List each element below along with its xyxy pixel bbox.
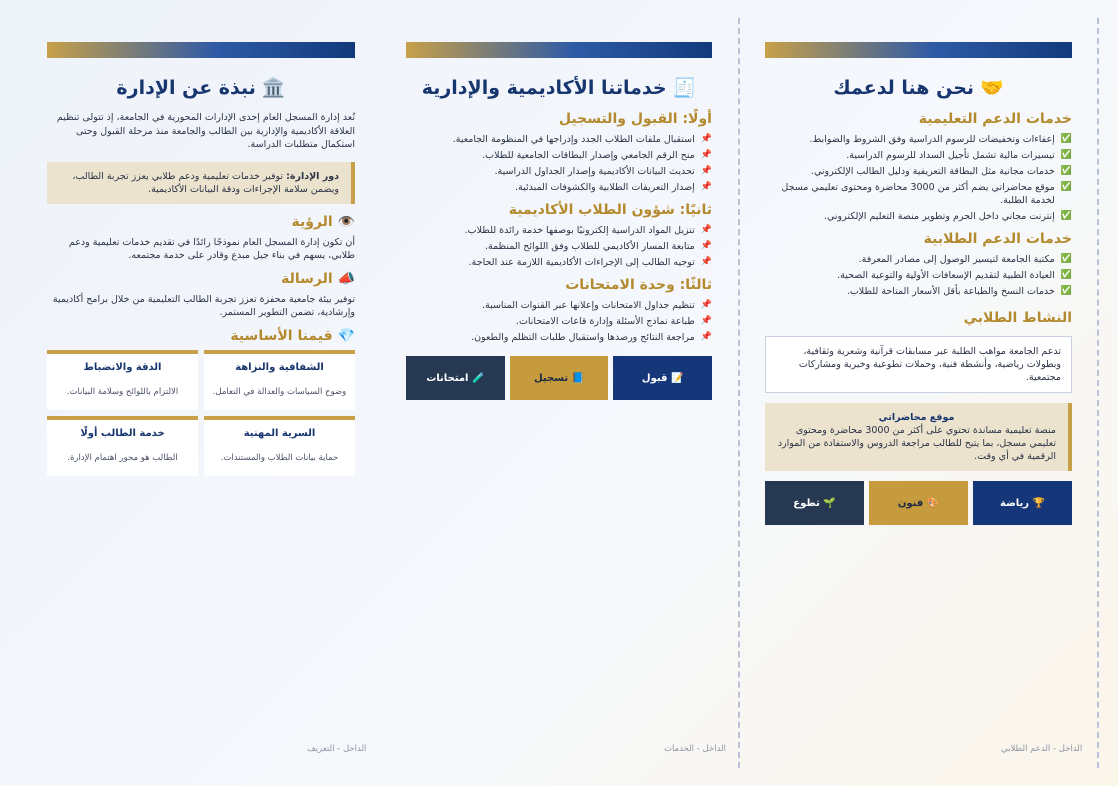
check-icon: ✅ xyxy=(1060,150,1072,160)
mission-text: توفير بيئة جامعية محفزة تعزز تجربة الطالب التعليمية من خلال برامج أكاديمية وإرشادية، تضمن التطوير المستمر. xyxy=(52,293,355,318)
list-item: 📌 إصدار التعريفات الطلابية والكشوفات المبدئية. xyxy=(515,182,712,193)
list-item: 📌 تنظيم جداول الامتحانات وإعلانها عبر القنوات المناسبة. xyxy=(481,300,712,311)
academic-affairs-list xyxy=(406,224,712,269)
pin-icon: 📌 xyxy=(700,332,712,342)
list-item: 📌 مراجعة النتائج ورصدها واستقبال طلبات التظلم والطعون. xyxy=(471,332,712,343)
building-icon: 🏛️ xyxy=(261,77,286,99)
panel-footer: الداخل - الدعم الطلابي xyxy=(1001,744,1083,754)
service-tiles xyxy=(406,356,712,400)
receipt-icon: 🧾 xyxy=(672,77,697,99)
list-item: ✅ خدمات النسخ والطباعة بأقل الأسعار المتاحة للطلاب. xyxy=(846,286,1072,297)
edu-services-list xyxy=(765,133,1072,223)
list-item: 📌 استقبال ملفات الطلاب الجدد وإدراجها في المنظومة الجامعية. xyxy=(452,134,712,145)
check-icon: ✅ xyxy=(1060,286,1072,296)
list-item: ✅ العيادة الطبية لتقديم الإسعافات الأولية والتوعية الصحية. xyxy=(837,270,1072,281)
site-highlight-box xyxy=(765,403,1072,471)
box-text: منصة تعليمية مساندة تحتوي على أكثر من 3000 محاضرة ومحتوى تعليمي مسجل، بما يتيح للطالب مراجعة الدروس والاستفادة من الموارد الرقمية في أي وقت. xyxy=(777,425,1056,462)
tile-registration: 📘 تسجيل xyxy=(510,356,609,400)
tile-volunteer: 🌱 تطوع xyxy=(765,481,864,525)
pin-icon: 📌 xyxy=(700,300,712,310)
gem-icon: 💎 xyxy=(337,327,355,344)
panel-title: 🤝نحن هنا لدعمك xyxy=(833,77,1004,99)
panel-header-bar xyxy=(47,42,355,58)
panel-header-bar xyxy=(765,42,1072,58)
pin-icon: 📌 xyxy=(700,150,712,160)
panel-about xyxy=(47,42,355,476)
section-heading: 💎 قيمنا الأساسية xyxy=(230,327,355,344)
list-item: 📌 منح الرقم الجامعي وإصدار البطاقات الجامعية للطلاب. xyxy=(482,150,712,161)
list-item: 📌 توجيه الطالب إلى الإجراءات الأكاديمية اللازمة عند الحاجة. xyxy=(468,257,712,268)
panel-title: 🏛️نبذة عن الإدارة xyxy=(116,77,286,99)
section-heading: خدمات الدعم الطلابية xyxy=(923,231,1072,247)
handshake-icon: 🤝 xyxy=(980,77,1004,99)
panel-services xyxy=(406,42,712,400)
pin-icon: 📌 xyxy=(700,182,712,192)
panel-footer: الداخل - التعريف xyxy=(307,744,367,754)
pin-icon: 📌 xyxy=(700,166,712,176)
panel-footer: الداخل - الخدمات xyxy=(664,744,726,754)
check-icon: ✅ xyxy=(1060,134,1072,144)
megaphone-icon: 📣 xyxy=(337,270,355,287)
fold-line xyxy=(738,18,740,768)
panel-title: 🧾خدماتنا الأكاديمية والإدارية xyxy=(421,77,697,99)
list-item: 📌 تنزيل المواد الدراسية إلكترونيًا بوصفها خدمة رائدة للطلاب. xyxy=(464,225,712,236)
values-grid xyxy=(47,350,355,476)
panel-header-bar xyxy=(406,42,712,58)
section-heading: أولًا: القبول والتسجيل xyxy=(558,111,712,127)
pin-icon: 📌 xyxy=(700,257,712,267)
exams-list xyxy=(406,299,712,344)
value-card: الشفافية والنزاهة وضوح السياسات والعدالة في التعامل. xyxy=(204,350,355,410)
check-icon: ✅ xyxy=(1060,182,1072,192)
panel-support xyxy=(765,42,1072,525)
fold-line xyxy=(1097,18,1099,768)
list-item: ✅ تيسيرات مالية تشمل تأجيل السداد للرسوم الدراسية. xyxy=(846,150,1072,161)
list-item: ✅ إعفاءات وتخفيضات للرسوم الدراسية وفق الشروط والضوابط. xyxy=(809,134,1072,145)
check-icon: ✅ xyxy=(1060,254,1072,264)
section-heading: خدمات الدعم التعليمية xyxy=(918,111,1072,127)
role-label: دور الإدارة: xyxy=(286,170,339,182)
value-card: السرية المهنية حماية بيانات الطلاب والمستندات. xyxy=(204,416,355,476)
value-card: خدمة الطالب أولًا الطالب هو محور اهتمام الإدارة. xyxy=(47,416,198,476)
pin-icon: 📌 xyxy=(700,241,712,251)
section-heading: النشاط الطلابي xyxy=(963,310,1072,326)
pin-icon: 📌 xyxy=(700,316,712,326)
value-card: الدقة والانضباط الالتزام باللوائح وسلامة البيانات. xyxy=(47,350,198,410)
list-item: 📌 تحديث البيانات الأكاديمية وإصدار الجداول الدراسية. xyxy=(494,166,712,177)
section-heading: 📣 الرسالة xyxy=(281,270,355,287)
activity-box: تدعم الجامعة مواهب الطلبة عبر مسابقات قرآنية وشعرية وثقافية، وبطولات رياضية، وأنشطة فنية، وحملات تطوعية وخيرية ومشاركات مجتمعية. xyxy=(765,336,1072,393)
tile-exams: 🧪 امتحانات xyxy=(406,356,505,400)
check-icon: ✅ xyxy=(1060,270,1072,280)
tile-sports: 🏆 رياضة xyxy=(973,481,1072,525)
check-icon: ✅ xyxy=(1060,211,1072,221)
role-box xyxy=(47,162,355,204)
section-heading: ثالثًا: وحدة الامتحانات xyxy=(565,277,712,293)
pin-icon: 📌 xyxy=(700,225,712,235)
check-icon: ✅ xyxy=(1060,166,1072,176)
list-item: ✅ موقع محاضراتي يضم أكثر من 3000 محاضرة ومحتوى تعليمي مسجل لخدمة الطلبة. xyxy=(781,182,1072,206)
list-item: ✅ مكتبة الجامعة لتيسير الوصول إلى مصادر المعرفة. xyxy=(858,254,1072,265)
activity-tiles xyxy=(765,481,1072,525)
role-text: توفير خدمات تعليمية ودعم طلابي يعزز تجربة الطالب، ويضمن سلامة الإجراءات ودقة البيانات الأكاديمية. xyxy=(72,170,339,195)
vision-text: أن تكون إدارة المسجل العام نموذجًا رائدًا في تقديم خدمات تعليمية ودعم طلابي، يسهم في بناء جيل مبدع وقادر على خدمة مجتمعه. xyxy=(68,236,355,261)
tile-arts: 🎨 فنون xyxy=(869,481,968,525)
admission-list xyxy=(406,133,712,194)
student-services-list xyxy=(765,253,1072,298)
list-item: ✅ إنترنت مجاني داخل الحرم وتطوير منصة التعليم الإلكتروني. xyxy=(823,211,1072,222)
section-heading: ثانيًا: شؤون الطلاب الأكاديمية xyxy=(508,202,712,218)
section-heading: 👁️ الرؤية xyxy=(291,213,355,230)
list-item: 📌 طباعة نماذج الأسئلة وإدارة قاعات الامتحانات. xyxy=(515,316,712,327)
list-item: ✅ خدمات مجانية مثل البطاقة التعريفية ودليل الطالب الإلكتروني. xyxy=(810,166,1072,177)
pin-icon: 📌 xyxy=(700,134,712,144)
box-title: موقع محاضراتي xyxy=(878,412,955,423)
tile-admission: 📝 قبول xyxy=(613,356,712,400)
eye-icon: 👁️ xyxy=(337,213,355,230)
intro-text: تُعد إدارة المسجل العام إحدى الإدارات المحورية في الجامعة، إذ تتولى تنظيم العلاقة الأكاديمية والإدارية بين الطالب والجامعة منذ مرحلة القبول وحتى استكمال متطلبات الدراسة. xyxy=(56,112,355,150)
list-item: 📌 متابعة المسار الأكاديمي للطلاب وفق اللوائح المنظمة. xyxy=(484,241,712,252)
